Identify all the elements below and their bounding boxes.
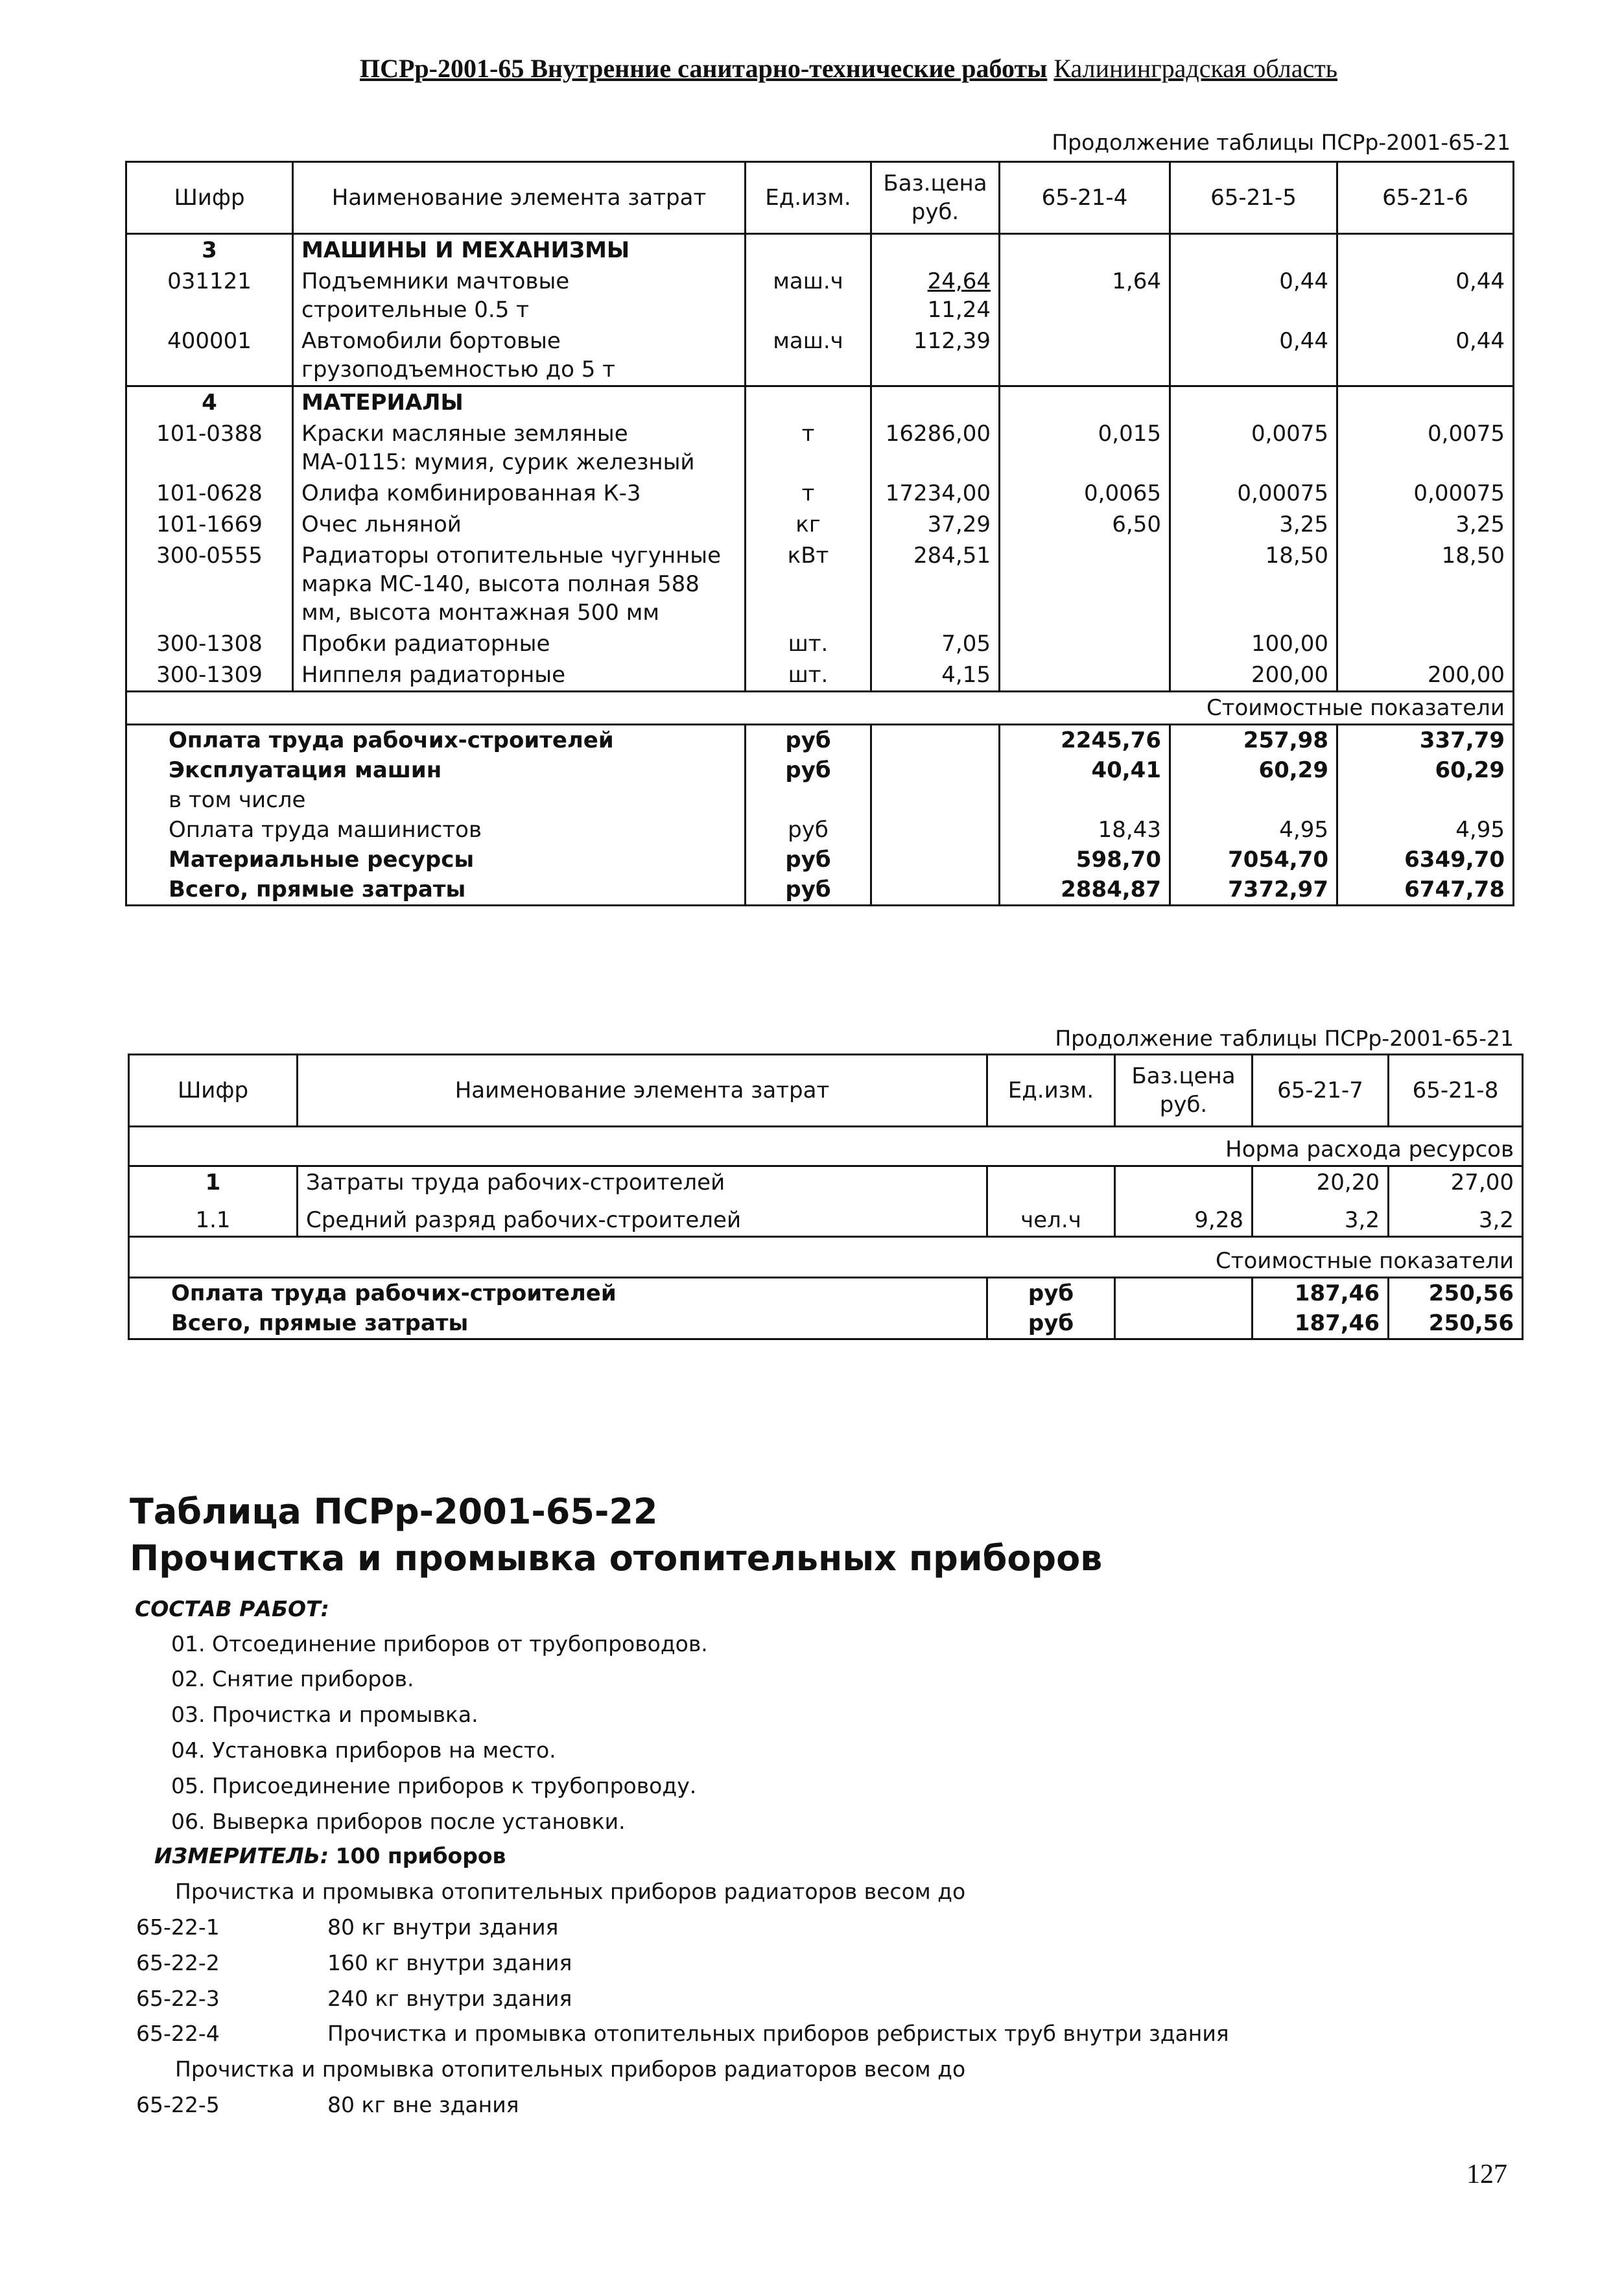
total-unit: руб <box>987 1278 1115 1309</box>
total-65-21-4: 598,70 <box>1000 845 1170 875</box>
row-name: Радиаторы отопительные чугунные марка МС-140, высота полная 588 мм, высота монтажная 500 мм <box>293 540 746 628</box>
total-65-21-6: 6349,70 <box>1337 845 1514 875</box>
row-code: 300-1308 <box>126 628 293 659</box>
header-region: Калининградская область <box>1053 54 1337 83</box>
works-label: СОСТАВ РАБОТ: <box>135 1596 329 1621</box>
row-price: 16286,00 <box>871 418 1000 478</box>
table-row <box>126 266 1514 325</box>
header-title: ПСРр-2001-65 Внутренние санитарно-технические работы <box>360 54 1048 83</box>
total-65-21-5: 4,95 <box>1170 815 1337 845</box>
total-name: Оплата труда машинистов <box>126 815 746 845</box>
row-code: 031121 <box>126 266 293 325</box>
row-unit: маш.ч <box>746 266 871 325</box>
total-row <box>129 1308 1523 1339</box>
total-unit: руб <box>746 845 871 875</box>
total-65-21-5: 60,29 <box>1170 755 1337 785</box>
work-item: 03. Прочистка и промывка. <box>171 1702 478 1727</box>
section-name: МАТЕРИАЛЫ <box>293 386 746 419</box>
cost-header-row <box>129 1237 1523 1278</box>
work-item: 01. Отсоединение приборов от трубопроводов. <box>171 1631 708 1656</box>
row-65-21-7: 3,2 <box>1253 1198 1389 1237</box>
item-desc: 80 кг внутри здания <box>327 1914 559 1940</box>
total-65-21-8: 250,56 <box>1389 1278 1523 1309</box>
total-unit: руб <box>746 875 871 906</box>
row-price: 9,28 <box>1115 1198 1253 1237</box>
row-65-21-8: 27,00 <box>1389 1166 1523 1199</box>
row-65-21-5: 200,00 <box>1170 659 1337 692</box>
total-row <box>126 725 1514 756</box>
work-item: 04. Установка приборов на место. <box>171 1737 556 1763</box>
total-65-21-4: 2245,76 <box>1000 725 1170 756</box>
row-price: 7,05 <box>871 628 1000 659</box>
row-unit: кг <box>746 509 871 540</box>
intro-line: Прочистка и промывка отопительных приборов радиаторов весом до <box>175 1879 966 1904</box>
row-code: 101-0388 <box>126 418 293 478</box>
row-65-21-4 <box>1000 540 1170 628</box>
row-name: Краски масляные земляные МА-0115: мумия, сурик железный <box>293 418 746 478</box>
row-unit: шт. <box>746 628 871 659</box>
page-header <box>360 53 1514 84</box>
table-row <box>126 325 1514 386</box>
item-code: 65-22-5 <box>136 2092 220 2117</box>
section-row <box>126 234 1514 266</box>
item-code: 65-22-1 <box>136 1914 220 1940</box>
row-name: Олифа комбинированная К-3 <box>293 478 746 509</box>
row-name: Автомобили бортовые грузоподъемностью до 5 т <box>293 325 746 386</box>
row-code: 300-1309 <box>126 659 293 692</box>
total-65-21-5: 7054,70 <box>1170 845 1337 875</box>
total-unit: руб <box>746 725 871 756</box>
row-65-21-6: 3,25 <box>1337 509 1514 540</box>
section-subtitle: Прочистка и промывка отопительных приборов <box>130 1538 1103 1579</box>
total-row <box>126 815 1514 845</box>
total-name: Всего, прямые затраты <box>129 1308 987 1339</box>
norm-header-row <box>129 1127 1523 1166</box>
total-row <box>126 755 1514 785</box>
work-item: 05. Присоединение приборов к трубопроводу. <box>171 1773 697 1798</box>
total-65-21-6: 6747,78 <box>1337 875 1514 906</box>
row-price: 4,15 <box>871 659 1000 692</box>
col-header-65-21-6: 65-21-6 <box>1337 162 1514 234</box>
row-price: 112,39 <box>871 325 1000 386</box>
row-code: 1 <box>129 1166 298 1199</box>
row-price-secondary: 11,24 <box>927 297 991 323</box>
row-65-21-6: 0,44 <box>1337 266 1514 325</box>
row-name: Очес льняной <box>293 509 746 540</box>
row-65-21-4: 6,50 <box>1000 509 1170 540</box>
item-desc: 80 кг вне здания <box>327 2092 519 2117</box>
col-header-unit: Ед.изм. <box>987 1055 1115 1127</box>
row-65-21-5: 3,25 <box>1170 509 1337 540</box>
row-65-21-8: 3,2 <box>1389 1198 1523 1237</box>
page-number: 127 <box>1466 2160 1507 2189</box>
table-row <box>129 1198 1523 1237</box>
table-row <box>126 478 1514 509</box>
row-65-21-5: 0,00075 <box>1170 478 1337 509</box>
row-unit: маш.ч <box>746 325 871 386</box>
row-price: 284,51 <box>871 540 1000 628</box>
row-65-21-5: 0,0075 <box>1170 418 1337 478</box>
total-name: Оплата труда рабочих-строителей <box>126 725 746 756</box>
row-code: 1.1 <box>129 1198 298 1237</box>
table2-continuation: Продолжение таблицы ПСРр-2001-65-21 <box>1055 1026 1514 1051</box>
meter-label: ИЗМЕРИТЕЛЬ: <box>154 1843 329 1868</box>
table-row <box>126 659 1514 692</box>
table1-header-row <box>126 162 1514 234</box>
row-65-21-5: 18,50 <box>1170 540 1337 628</box>
row-65-21-4: 0,015 <box>1000 418 1170 478</box>
table2-header-row <box>129 1055 1523 1127</box>
work-item: 06. Выверка приборов после установки. <box>171 1809 626 1834</box>
total-name: Эксплуатация машин <box>126 755 746 785</box>
row-code: 101-0628 <box>126 478 293 509</box>
total-name: Оплата труда рабочих-строителей <box>129 1278 987 1309</box>
total-65-21-6: 4,95 <box>1337 815 1514 845</box>
row-unit: т <box>746 478 871 509</box>
col-header-name: Наименование элемента затрат <box>293 162 746 234</box>
total-unit: руб <box>746 755 871 785</box>
total-row <box>129 1278 1523 1309</box>
total-65-21-5: 7372,97 <box>1170 875 1337 906</box>
row-unit: шт. <box>746 659 871 692</box>
col-header-65-21-4: 65-21-4 <box>1000 162 1170 234</box>
row-65-21-6 <box>1337 628 1514 659</box>
total-row <box>126 845 1514 875</box>
row-65-21-4 <box>1000 628 1170 659</box>
col-header-price: Баз.цена руб. <box>1115 1055 1253 1127</box>
table-row <box>126 509 1514 540</box>
total-65-21-7: 187,46 <box>1253 1278 1389 1309</box>
row-65-21-5: 0,44 <box>1170 266 1337 325</box>
total-65-21-4: 40,41 <box>1000 755 1170 785</box>
total-name: Всего, прямые затраты <box>126 875 746 906</box>
section-code: 4 <box>126 386 293 419</box>
total-65-21-4: 18,43 <box>1000 815 1170 845</box>
section-title: Таблица ПСРр-2001-65-22 <box>130 1491 658 1532</box>
col-header-unit: Ед.изм. <box>746 162 871 234</box>
row-name: Ниппеля радиаторные <box>293 659 746 692</box>
intro-line: Прочистка и промывка отопительных приборов радиаторов весом до <box>175 2056 966 2082</box>
row-name: Пробки радиаторные <box>293 628 746 659</box>
table-row <box>126 628 1514 659</box>
row-name: Затраты труда рабочих-строителей <box>298 1166 987 1199</box>
row-65-21-6: 200,00 <box>1337 659 1514 692</box>
item-desc: 240 кг внутри здания <box>327 1986 572 2011</box>
row-65-21-5: 0,44 <box>1170 325 1337 386</box>
col-header-code: Шифр <box>126 162 293 234</box>
table-row <box>126 418 1514 478</box>
total-unit: руб <box>987 1308 1115 1339</box>
cost-header: Стоимостные показатели <box>126 692 1514 725</box>
section-name: МАШИНЫ И МЕХАНИЗМЫ <box>293 234 746 266</box>
row-65-21-6: 0,00075 <box>1337 478 1514 509</box>
item-desc: Прочистка и промывка отопительных приборов ребристых труб внутри здания <box>327 2021 1229 2046</box>
item-desc: 160 кг внутри здания <box>327 1950 572 1975</box>
table2 <box>128 1054 1524 1340</box>
row-price <box>1115 1166 1253 1199</box>
item-code: 65-22-2 <box>136 1950 220 1975</box>
row-price <box>871 266 1000 325</box>
row-name: Средний разряд рабочих-строителей <box>298 1198 987 1237</box>
col-header-65-21-8: 65-21-8 <box>1389 1055 1523 1127</box>
meter-line <box>154 1843 506 1868</box>
table-row <box>126 540 1514 628</box>
row-unit: кВт <box>746 540 871 628</box>
row-name: Подъемники мачтовые строительные 0.5 т <box>293 266 746 325</box>
section-code: 3 <box>126 234 293 266</box>
total-65-21-5: 257,98 <box>1170 725 1337 756</box>
col-header-65-21-5: 65-21-5 <box>1170 162 1337 234</box>
row-code: 101-1669 <box>126 509 293 540</box>
row-65-21-4 <box>1000 659 1170 692</box>
table-row <box>129 1166 1523 1199</box>
row-unit: чел.ч <box>987 1198 1115 1237</box>
meter-value: 100 приборов <box>335 1843 506 1868</box>
total-65-21-7: 187,46 <box>1253 1308 1389 1339</box>
total-65-21-4: 2884,87 <box>1000 875 1170 906</box>
table1 <box>125 161 1514 906</box>
col-header-price: Баз.цена руб. <box>871 162 1000 234</box>
table1-continuation: Продолжение таблицы ПСРр-2001-65-21 <box>1052 130 1511 155</box>
total-row <box>126 875 1514 906</box>
total-name: в том числе <box>126 785 746 815</box>
row-unit <box>987 1166 1115 1199</box>
section-row <box>126 386 1514 419</box>
row-65-21-6: 0,0075 <box>1337 418 1514 478</box>
total-unit: руб <box>746 815 871 845</box>
col-header-65-21-7: 65-21-7 <box>1253 1055 1389 1127</box>
item-code: 65-22-4 <box>136 2021 220 2046</box>
total-65-21-6: 60,29 <box>1337 755 1514 785</box>
row-65-21-4 <box>1000 325 1170 386</box>
norm-header: Норма расхода ресурсов <box>129 1127 1523 1166</box>
row-65-21-7: 20,20 <box>1253 1166 1389 1199</box>
row-unit: т <box>746 418 871 478</box>
col-header-code: Шифр <box>129 1055 298 1127</box>
row-price: 37,29 <box>871 509 1000 540</box>
row-code: 300-0555 <box>126 540 293 628</box>
row-65-21-6: 18,50 <box>1337 540 1514 628</box>
col-header-name: Наименование элемента затрат <box>298 1055 987 1127</box>
cost-header-row <box>126 692 1514 725</box>
item-code: 65-22-3 <box>136 1986 220 2011</box>
row-price-main: 24,64 <box>927 268 991 294</box>
row-code: 400001 <box>126 325 293 386</box>
total-row <box>126 785 1514 815</box>
row-65-21-4: 1,64 <box>1000 266 1170 325</box>
row-price: 17234,00 <box>871 478 1000 509</box>
total-name: Материальные ресурсы <box>126 845 746 875</box>
row-65-21-4: 0,0065 <box>1000 478 1170 509</box>
total-65-21-8: 250,56 <box>1389 1308 1523 1339</box>
cost-header: Стоимостные показатели <box>129 1237 1523 1278</box>
row-65-21-5: 100,00 <box>1170 628 1337 659</box>
row-65-21-6: 0,44 <box>1337 325 1514 386</box>
total-65-21-6: 337,79 <box>1337 725 1514 756</box>
work-item: 02. Снятие приборов. <box>171 1666 414 1691</box>
